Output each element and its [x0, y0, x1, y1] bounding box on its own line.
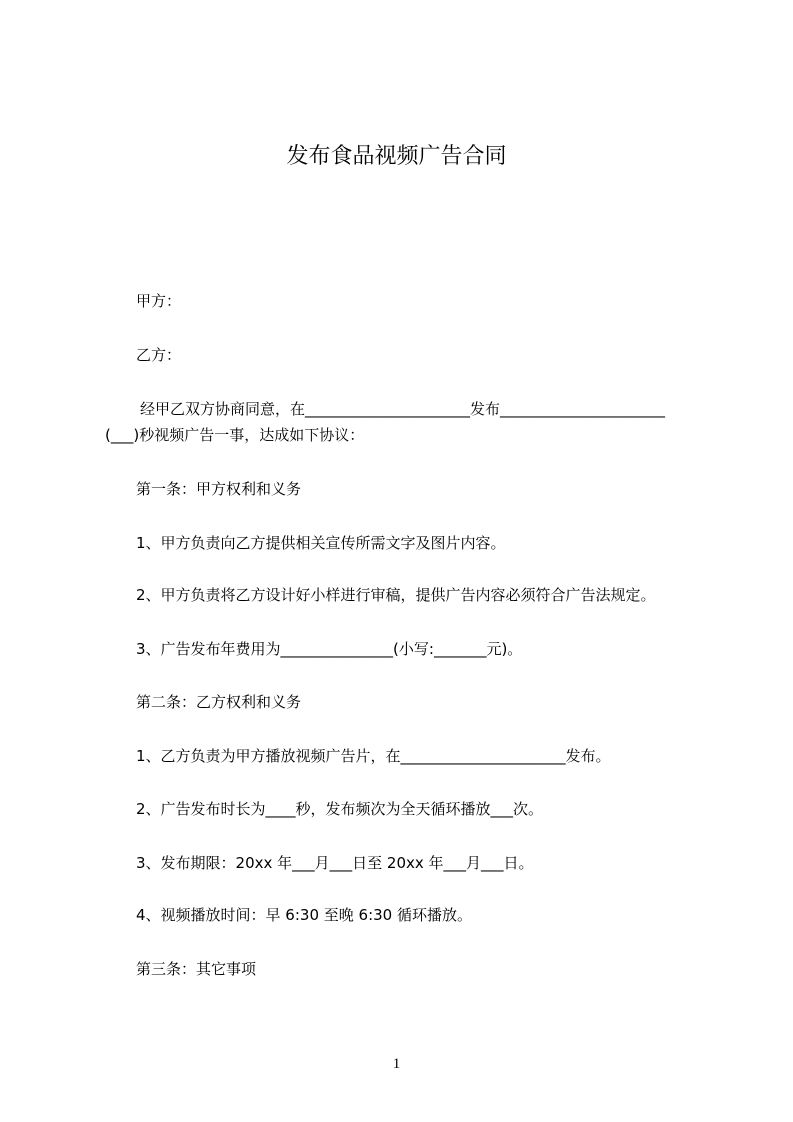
article-2-item: 3、发布期限：20xx 年___月___日至 20xx 年___月___日。	[136, 854, 534, 872]
article-1-item: 1、甲方负责向乙方提供相关宣传所需文字及图片内容。	[136, 534, 506, 552]
article-1-heading: 第一条：甲方权利和义务	[136, 480, 302, 498]
party-b-label: 乙方：	[136, 346, 182, 364]
article-2-heading: 第二条：乙方权利和义务	[136, 693, 302, 711]
article-2-item: 1、乙方负责为甲方播放视频广告片，在______________________发布。	[136, 747, 611, 765]
party-a-label: 甲方：	[136, 292, 182, 310]
article-2-item: 2、广告发布时长为____秒，发布频次为全天循环播放___次。	[136, 800, 544, 818]
article-2-item: 4、视频播放时间：早 6:30 至晚 6:30 循环播放。	[136, 906, 472, 924]
article-1-item: 2、甲方负责将乙方设计好小样进行审稿，提供广告内容必须符合广告法规定。	[136, 586, 656, 604]
intro-line-2: (___)秒视频广告一事，达成如下协议：	[105, 426, 365, 444]
article-3-heading: 第三条：其它事项	[136, 960, 257, 978]
document-title: 发布食品视频广告合同	[286, 144, 507, 169]
page-number: 1	[392, 1056, 401, 1072]
intro-line-1: 经甲乙双方协商同意，在______________________发布______________________	[140, 400, 666, 418]
article-1-item: 3、广告发布年费用为_______________(小写:_______元)。	[136, 640, 523, 658]
